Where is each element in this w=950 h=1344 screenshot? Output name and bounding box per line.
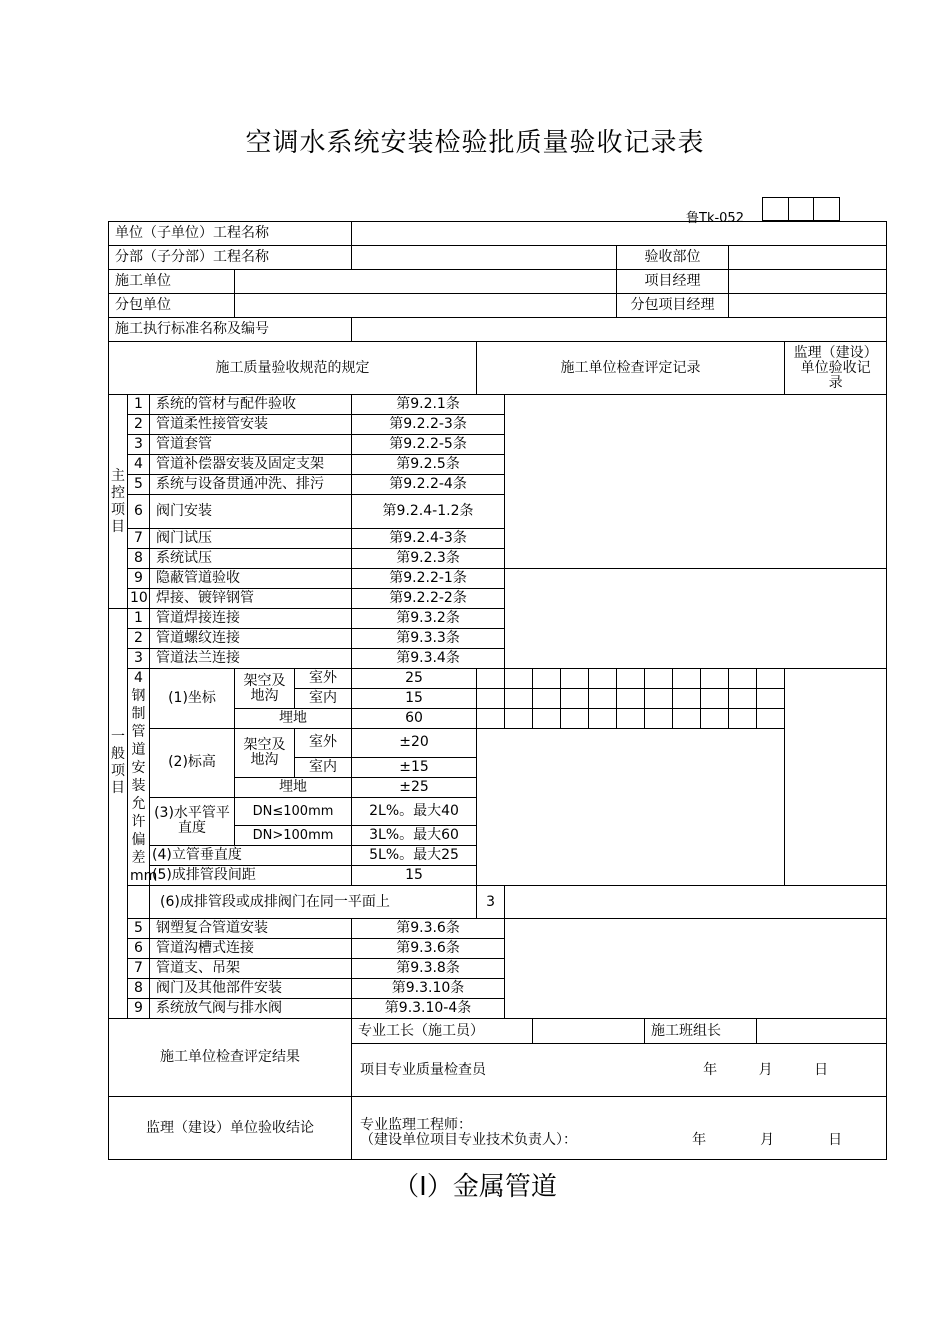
code-boxes[interactable]: [762, 197, 840, 221]
measure-cell[interactable]: [533, 709, 561, 729]
general-item-name: 管道沟槽式连接: [150, 939, 352, 959]
main-item-no: 2: [128, 415, 150, 435]
standard-field[interactable]: [352, 318, 887, 342]
month-label: 月: [758, 1061, 773, 1078]
general-item-clause: 第9.3.4条: [352, 649, 505, 669]
general-item-name: 阀门及其他部件安装: [150, 979, 352, 999]
level-le-value: 2L%。最大40: [352, 797, 477, 826]
measure-cell[interactable]: [673, 689, 701, 709]
main-item-clause: 第9.2.2-2条: [352, 589, 505, 609]
main-item-name: 系统试压: [150, 549, 352, 569]
measure-cell[interactable]: [589, 669, 617, 689]
standard-label: 施工执行标准名称及编号: [109, 318, 352, 342]
main-item-name: 管道补偿器安装及固定支架: [150, 455, 352, 475]
main-item-no: 1: [128, 395, 150, 415]
day-label: 日: [828, 1132, 843, 1148]
spacing-label: (5)成排管段间距: [150, 866, 352, 886]
main-item-no: 4: [128, 455, 150, 475]
supervision-column-header: 监理（建设）单位验收记 录: [785, 342, 887, 395]
main-item-name: 系统的管材与配件验收: [150, 395, 352, 415]
check-column-header: 施工单位检查评定记录: [477, 342, 785, 395]
general-item-no: 8: [128, 979, 150, 999]
day-label: 日: [814, 1061, 829, 1078]
main-item-no: 8: [128, 549, 150, 569]
subcontract-unit-label: 分包单位: [109, 294, 235, 318]
general-item-clause: 第9.3.10-4条: [352, 999, 505, 1019]
general-item-name: 管道螺纹连接: [150, 629, 352, 649]
acceptance-form-table: [108, 221, 887, 1160]
main-item-name: 管道柔性接管安装: [150, 415, 352, 435]
measure-cell[interactable]: [505, 709, 533, 729]
elev-label: (2)标高: [150, 729, 235, 798]
form-title: 空调水系统安装检验批质量验收记录表: [245, 128, 705, 158]
general-check-record-top[interactable]: [505, 569, 887, 669]
measure-cell[interactable]: [617, 689, 645, 709]
construction-unit-field[interactable]: [235, 270, 617, 294]
general-item-no: 1: [128, 609, 150, 629]
main-item-clause: 第9.2.3条: [352, 549, 505, 569]
vertical-value: 5L%。最大25: [352, 846, 477, 866]
unit-project-label: 单位（子单位）工程名称: [109, 222, 352, 246]
sub-project-label: 分部（子分部）工程名称: [109, 246, 352, 270]
main-item-clause: 第9.2.4-3条: [352, 529, 505, 549]
general-item-clause: 第9.3.3条: [352, 629, 505, 649]
sub-project-field[interactable]: [352, 246, 617, 270]
general-item-no: 3: [128, 649, 150, 669]
main-item-clause: 第9.2.1条: [352, 395, 505, 415]
measure-cell[interactable]: [701, 669, 729, 689]
supervision-conclusion-label: 监理（建设）单位验收结论: [109, 1097, 352, 1160]
general-item-no: 7: [128, 959, 150, 979]
deviation-group-label: 4钢制管道安装允许偏差mm: [128, 669, 150, 886]
main-item-name: 阀门安装: [150, 495, 352, 529]
measure-cell[interactable]: [617, 669, 645, 689]
dn-le-label: DN≤100mm: [235, 797, 352, 826]
spec-column-header: 施工质量验收规范的规定: [109, 342, 477, 395]
general-item-name: 管道支、吊架: [150, 959, 352, 979]
measure-cell[interactable]: [589, 689, 617, 709]
team-leader-label: 施工班组长: [645, 1019, 757, 1044]
main-item-name: 管道套管: [150, 435, 352, 455]
acceptance-part-field[interactable]: [729, 246, 887, 270]
level-label: (3)水平管平直度: [150, 797, 235, 846]
year-label: 年: [692, 1132, 707, 1148]
main-item-clause: 第9.2.2-5条: [352, 435, 505, 455]
main-item-name: 焊接、镀锌钢管: [150, 589, 352, 609]
owner-rep-label: （建设单位项目专业技术负责人）：: [360, 1132, 578, 1148]
measure-cell[interactable]: [645, 689, 673, 709]
coord-label: (1)坐标: [150, 669, 235, 729]
general-label: 一般项目: [109, 609, 128, 1019]
coord-outdoor-value: 25: [352, 669, 477, 689]
measure-cell[interactable]: [757, 709, 785, 729]
elev-outdoor-value: ±20: [352, 729, 477, 758]
subcontract-manager-label: 分包项目经理: [617, 294, 729, 318]
result-label: 施工单位检查评定结果: [109, 1019, 352, 1097]
general-item-name: 管道焊接连接: [150, 609, 352, 629]
measure-cell[interactable]: [561, 689, 589, 709]
coord-outdoor-label: 室外: [295, 669, 352, 689]
elev-buried-label: 埋地: [235, 777, 352, 797]
measure-cell[interactable]: [757, 669, 785, 689]
subcontract-unit-field[interactable]: [235, 294, 617, 318]
form-code: 鲁Tk-052: [686, 211, 744, 226]
general-item-name: 钢塑复合管道安装: [150, 919, 352, 939]
elev-indoor-label: 室内: [295, 757, 352, 777]
main-item-no: 9: [128, 569, 150, 589]
plane-label: (6)成排管段或成排阀门在同一平面上: [150, 886, 477, 919]
measure-cell[interactable]: [505, 689, 533, 709]
subcontract-manager-field[interactable]: [729, 294, 887, 318]
measure-cell[interactable]: [673, 669, 701, 689]
elev-buried-value: ±25: [352, 777, 477, 797]
measure-cell[interactable]: [757, 689, 785, 709]
measure-cell[interactable]: [505, 669, 533, 689]
measure-cell[interactable]: [533, 669, 561, 689]
measure-cell[interactable]: [561, 709, 589, 729]
supervision-conclusion-cell[interactable]: [352, 1097, 887, 1160]
unit-project-field[interactable]: [352, 222, 887, 246]
measure-cell[interactable]: [729, 669, 757, 689]
general-item-clause: 第9.3.6条: [352, 939, 505, 959]
measure-cell[interactable]: [617, 709, 645, 729]
main-item-clause: 第9.2.2-1条: [352, 569, 505, 589]
general-item-no: 9: [128, 999, 150, 1019]
measure-cell[interactable]: [673, 709, 701, 729]
measure-cell[interactable]: [729, 709, 757, 729]
foreman-label: 专业工长（施工员）: [352, 1019, 533, 1044]
deviation-check-record[interactable]: [477, 729, 785, 886]
main-control-label: 主控项目: [109, 395, 128, 609]
measure-cell[interactable]: [729, 689, 757, 709]
main-item-no: 7: [128, 529, 150, 549]
general-item-no: 5: [128, 919, 150, 939]
general-item-no: 6: [128, 939, 150, 959]
general-item-clause: 第9.3.8条: [352, 959, 505, 979]
coord-buried-value: 60: [352, 709, 477, 729]
month-label: 月: [760, 1132, 775, 1148]
coord-buried-label: 埋地: [235, 709, 352, 729]
vertical-label: (4)立管垂直度: [150, 846, 352, 866]
main-item-clause: 第9.2.2-3条: [352, 415, 505, 435]
acceptance-part-label: 验收部位: [617, 246, 729, 270]
main-item-no: 3: [128, 435, 150, 455]
measure-cell[interactable]: [477, 689, 505, 709]
main-item-name: 系统与设备贯通冲洗、排污: [150, 475, 352, 495]
general-check-record-bottom[interactable]: [505, 919, 887, 1019]
section-subtitle: （Ⅰ）金属管道: [393, 1172, 557, 1202]
project-manager-label: 项目经理: [617, 270, 729, 294]
general-item-name: 系统放气阀与排水阀: [150, 999, 352, 1019]
measure-cell[interactable]: [477, 709, 505, 729]
measure-cell[interactable]: [645, 709, 673, 729]
measure-cell[interactable]: [533, 689, 561, 709]
measure-cell[interactable]: [645, 669, 673, 689]
general-item-name: 管道法兰连接: [150, 649, 352, 669]
engineer-label: 专业监理工程师：: [360, 1117, 473, 1133]
main-item-clause: 第9.2.2-4条: [352, 475, 505, 495]
general-item-clause: 第9.3.6条: [352, 919, 505, 939]
main-item-no: 5: [128, 475, 150, 495]
team-leader-field[interactable]: [757, 1019, 887, 1044]
inspector-cell[interactable]: [352, 1044, 887, 1097]
general-item-clause: 第9.3.10条: [352, 979, 505, 999]
elev-outdoor-label: 室外: [295, 729, 352, 758]
plane-check-record[interactable]: [505, 886, 887, 919]
main-item-no: 6: [128, 495, 150, 529]
level-gt-value: 3L%。最大60: [352, 826, 477, 846]
measure-cell[interactable]: [477, 669, 505, 689]
coord-overhead-label: 架空及地沟: [235, 669, 295, 709]
elev-overhead-label: 架空及地沟: [235, 729, 295, 778]
coord-indoor-label: 室内: [295, 689, 352, 709]
elev-indoor-value: ±15: [352, 757, 477, 777]
measure-cell[interactable]: [589, 709, 617, 729]
main-item-clause: 第9.2.4-1.2条: [352, 495, 505, 529]
plane-value: 3: [477, 886, 505, 919]
dn-gt-label: DN>100mm: [235, 826, 352, 846]
measure-cell[interactable]: [701, 689, 729, 709]
foreman-field[interactable]: [533, 1019, 645, 1044]
main-item-name: 隐蔽管道验收: [150, 569, 352, 589]
construction-unit-label: 施工单位: [109, 270, 235, 294]
main-item-name: 阀门试压: [150, 529, 352, 549]
inspector-label: 项目专业质量检查员: [360, 1061, 487, 1078]
project-manager-field[interactable]: [729, 270, 887, 294]
measure-cell[interactable]: [561, 669, 589, 689]
spacing-value: 15: [352, 866, 477, 886]
coord-indoor-value: 15: [352, 689, 477, 709]
main-item-no: 10: [128, 589, 150, 609]
general-item-clause: 第9.3.2条: [352, 609, 505, 629]
measure-cell[interactable]: [701, 709, 729, 729]
main-item-clause: 第9.2.5条: [352, 455, 505, 475]
general-item-no: 2: [128, 629, 150, 649]
year-label: 年: [703, 1061, 718, 1078]
main-check-record[interactable]: [505, 395, 887, 569]
